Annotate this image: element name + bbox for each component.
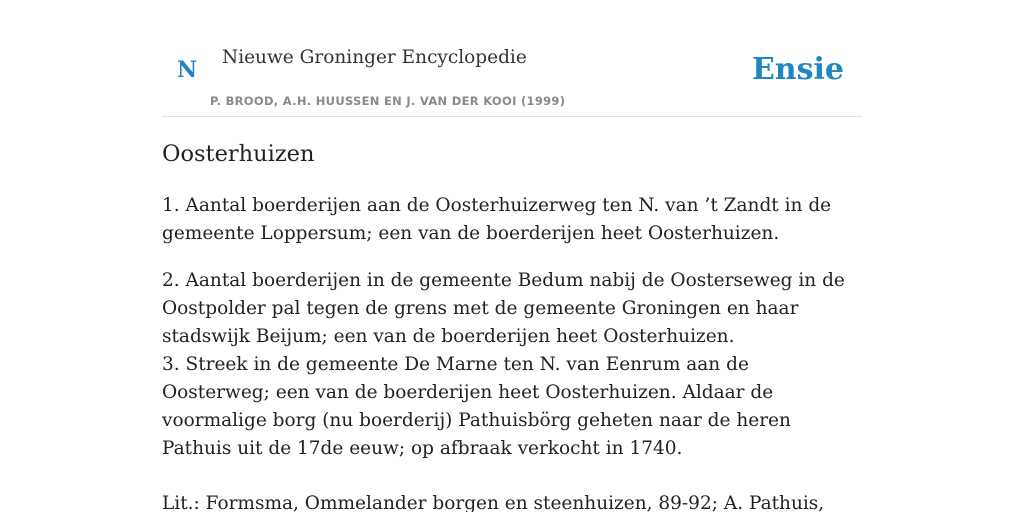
article-paragraph-2: 2. Aantal boerderijen in de gemeente Bedum nabij de Oosterseweg in de Oostpolder pal tegen de grens met de gemeente Groningen en haar stadswijk Beijum; een van de boerderijen heet Oosterhuizen. — [162, 270, 845, 347]
book-title-link[interactable]: Nieuwe Groninger Encyclopedie — [222, 47, 527, 68]
article-title: Oosterhuizen — [162, 141, 315, 167]
article — [162, 137, 862, 512]
book-logo[interactable]: N — [177, 57, 198, 83]
article-paragraph-3: 3. Streek in de gemeente De Marne ten N. van Eenrum aan de Oosterweg; een van de boerderijen heet Oosterhuizen. Aldaar de voormalige borg (nu boerderij) Pathuisbörg geheten naar de heren Pathuis uit de 17de eeuw; op afbraak verkocht in 1740. — [162, 354, 791, 459]
book-authors: P. BROOD, A.H. HUUSSEN EN J. VAN DER KOOI (1999) — [210, 94, 566, 108]
ensie-logo-link[interactable]: Ensie — [751, 52, 844, 87]
article-paragraph-1: 1. Aantal boerderijen aan de Oosterhuizerweg ten N. van ’t Zandt in de gemeente Loppersum; een van de boerderijen heet Oosterhuizen. — [162, 195, 832, 244]
book-header — [162, 30, 862, 117]
literature-reference: Lit.: Formsma, Ommelander borgen en steenhuizen, 89-92; A. Pathuis, — [162, 493, 825, 512]
